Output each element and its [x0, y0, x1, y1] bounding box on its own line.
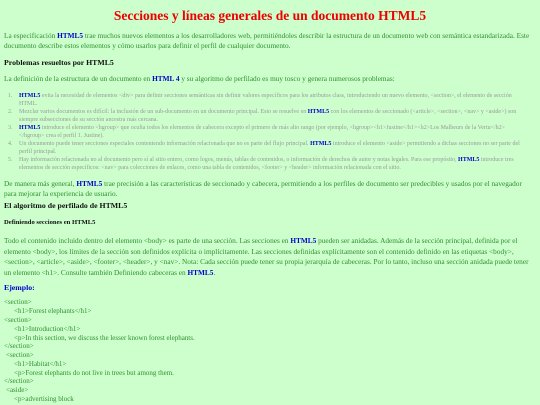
problems-list-item [4, 140, 528, 156]
sections-definition-paragraph [4, 236, 536, 279]
problems-list [4, 92, 528, 172]
html5-highlight: HTML5 [57, 31, 84, 40]
problems-list-item [4, 92, 528, 108]
intro-text: trae muchos nuevos elementos a los desarrolladores web, permitiéndoles describir la estructura de un documento web con semántica estandarizada. Este documento describe estos elementos y cómo usarlos para definir el perfil de cualquier documento. [4, 31, 530, 50]
list-item-text: Hay información relacionada no al documento pero sí al sitio entero, como logos, menús, tablas de contenidos, o información de derechos de autor y notas legales. Para ese propósito, [19, 157, 459, 163]
problems-list-item [4, 108, 528, 124]
definition-text: pueden ser anidadas. Además de la sección principal, definida por el elemento <body>, los límites de la sección son definidos explícita o implícitamente. Las secciones definidas explícitamente son el contenido definido en las etiquetas <body>, <section>, <article>, <aside>, <footer>, <header>, y <nav>. Nota: Cada sección puede tener su propia jerarquía de cabeceras. Por lo tanto, incluso una sección anidada puede tener un elemento <h1>. Consulte también Definiendo cabeceras en [4, 236, 529, 278]
list-item-text: Mezclar varios documentos es difícil: la inclusión de un sub-documento en un documento principal. Esto se resuelve en [19, 109, 308, 115]
code-line: </section> [4, 377, 34, 386]
html5-highlight: HTML5 [307, 109, 330, 115]
list-item-number: 5. [8, 157, 13, 163]
section-heading-algoritmo: El algoritmo de perfilado de HTML5 [4, 201, 128, 210]
html5-highlight: HTML5 [19, 93, 41, 99]
list-item-text: evita la necesidad de elementos <div> para definir secciones semánticas sin definir valores específicos para los atributos class, introduciendo un nuevo elemento, <section>, el elemento de sección HTML. [19, 93, 512, 107]
html5-highlight: HTML5 [458, 157, 480, 163]
code-line: <p>advertising block [14, 395, 74, 404]
problems-list-item [4, 124, 528, 140]
list-item-number: 2. [8, 109, 13, 115]
list-item-number: 4. [8, 141, 13, 147]
problems-summary-paragraph [4, 179, 536, 198]
code-line: <aside> [6, 386, 29, 395]
intro-text: La especificación [4, 31, 58, 40]
list-item-number: 3. [8, 125, 13, 131]
code-example [4, 298, 536, 404]
subsection-heading-definiendo: Definiendo secciones en HTML5 [4, 219, 96, 226]
code-line: <section> [4, 315, 32, 324]
list-item-number: 1. [8, 93, 13, 99]
code-line: <h1>Habitat</h1> [14, 359, 67, 368]
summary-text: trae precisión a las características de seccionado y cabecera, permitiendo a los perfiles de documento ser predecibles y usados por el navegador para mejorar la experiencia de usuario. [4, 179, 522, 198]
definition-text: . [213, 268, 216, 278]
list-item-text: introduce el elemento <hgroup> que oculta todos los elementos de cabecera excepto el primero de más alto rango (por ejemplo, <hgroup><h1>Justine</h1><h2>Los Malheurs de la Vertu</h2></hgroup> crea el perfil 1. Justine). [19, 125, 506, 139]
section-heading-problemas: Problemas resueltos por HTML5 [4, 58, 114, 67]
problems-list-item [4, 156, 528, 172]
lead-text: La definición de la estructura de un documento en [4, 74, 153, 83]
lead-text: y su algoritmo de perfilado es muy tosco y genera numerosos problemas: [179, 74, 395, 83]
problems-lead-paragraph [4, 74, 536, 84]
html5-highlight: HTML5 [290, 236, 317, 245]
example-label: Ejemplo: [4, 283, 35, 293]
code-line: <h1>Forest elephants</h1> [14, 307, 92, 316]
intro-paragraph [4, 31, 536, 51]
list-item-text: introduce tres elementos de sección específicos: <nav> para colecciones de enlaces, como una tabla de contenidos, <footer> y <header> información relacionada con el sitio. [19, 157, 514, 171]
html5-highlight: HTML5 [76, 179, 103, 188]
page-title: Secciones y líneas generales de un documento HTML5 [113, 8, 427, 23]
html5-highlight: HTML5 [310, 141, 332, 147]
code-line: <p>In this section, we discuss the lesser known forest elephants. [14, 333, 195, 342]
list-item-text: Un documento puede tener secciones especiales conteniendo información relacionada que no es parte del flujo principal. [19, 141, 311, 147]
code-line: <section> [6, 351, 34, 360]
definition-text: Todo el contenido incluido dentro del elemento <body> es parte de una sección. Las secciones en [4, 236, 291, 245]
html5-highlight: HTML5 [187, 268, 214, 278]
code-line: </section> [4, 342, 34, 351]
code-line: <section> [4, 298, 32, 307]
list-item-text: con los elementos de seccionado (<article>, <section>, <nav> y <aside>) son siempre subsecciones de su sección ancestra más cercana. [19, 109, 517, 123]
summary-text: De manera más general, [4, 179, 77, 188]
code-line: <p>Forest elephants do not live in trees but among them. [14, 368, 174, 377]
list-item-text: introduce el elemento <aside> permitiendo a dichas secciones no ser parte del perfil principal. [19, 141, 520, 155]
html5-highlight: HTML5 [19, 125, 41, 131]
code-line: <h1>Introduction</h1> [14, 324, 81, 333]
html4-highlight: HTML 4 [152, 74, 180, 83]
